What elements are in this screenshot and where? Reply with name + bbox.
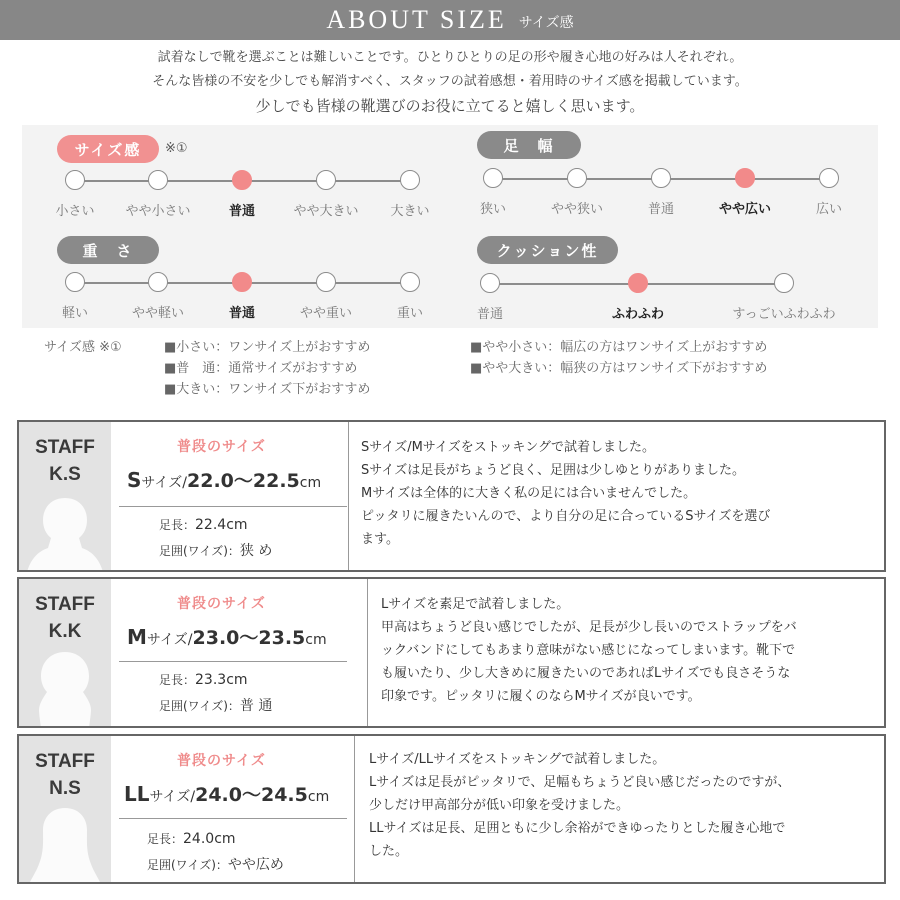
staff-silhouette-icon [25, 802, 105, 882]
weight-scale-point [400, 272, 420, 292]
column-divider [348, 422, 349, 570]
page-title: ABOUT SIZE [326, 5, 507, 34]
staff-badge [19, 579, 111, 726]
measurements: 足長：23.3cm 足囲(ワイズ)：普 通 [159, 672, 273, 714]
usual-size-label: 普段のサイズ [177, 439, 266, 455]
usual-size-label: 普段のサイズ [177, 596, 266, 612]
usual-size-value: LLサイズ/24.0〜24.5cm [124, 782, 330, 806]
divider [119, 506, 347, 507]
legend-item: ■やや小さい：幅広の方はワンサイズ上がおすすめ [470, 340, 768, 355]
staff-silhouette-icon [25, 646, 105, 726]
legend-right [470, 337, 767, 379]
weight-scale-point [316, 272, 336, 292]
size-scale-label: 大きい [390, 204, 430, 219]
weight-scale-label: やや軽い [131, 306, 185, 321]
scale-panel [22, 125, 878, 328]
width-scale-point [483, 168, 503, 188]
staff-label: STAFF [35, 594, 95, 615]
legend-item: ■小さい：ワンサイズ上がおすすめ [164, 340, 371, 355]
divider [119, 661, 347, 662]
size-feel-tag: サイズ感 [57, 135, 159, 163]
size-scale-point [232, 170, 252, 190]
size-scale-point [400, 170, 420, 190]
width-scale-label: 狭い [479, 202, 507, 217]
size-scale-label: やや小さい [125, 204, 191, 219]
staff-badge [19, 422, 111, 570]
cushion-scale-point [774, 273, 794, 293]
weight-scale-label: 普通 [228, 306, 256, 321]
width-scale-label: やや広い [718, 202, 772, 217]
size-scale-point [148, 170, 168, 190]
staff-label: STAFF [35, 751, 95, 772]
legend-item: ■大きい：ワンサイズ下がおすすめ [164, 382, 371, 397]
cushion-scale-point [628, 273, 648, 293]
width-scale-point [735, 168, 755, 188]
staff-comment: Lサイズ/LLサイズをストッキングで試着しました。 Lサイズは足長がピッタリで、足幅もちょうど良い感じだったのですが、 少しだけ甲高部分が低い印象を受けました。 LLサイズは足長、足囲ともに少し余裕ができゆったりとした履き心地で した。 [369, 752, 791, 859]
staff-initials: K.K [48, 621, 82, 642]
weight-scale-label: 重い [396, 306, 424, 321]
cushion-scale-point [480, 273, 500, 293]
width-scale-label: やや狭い [550, 202, 604, 217]
intro-line-1: 試着なしで靴を選ぶことは難しいことです。ひとりひとりの足の形や履き心地の好みは人それぞれ。 [157, 50, 743, 65]
size-feel-note: ※① [165, 141, 188, 156]
intro-line-2: そんな皆様の不安を少しでも解消すべく、スタッフの試着感想・着用時のサイズ感を掲載しています。 [152, 74, 748, 89]
usual-size-label: 普段のサイズ [177, 753, 266, 769]
size-scale-label: 小さい [55, 204, 95, 219]
usual-size-value: Mサイズ/23.0〜23.5cm [127, 625, 327, 649]
weight-scale-label: 軽い [61, 306, 89, 321]
divider [119, 818, 347, 819]
weight-scale-point [65, 272, 85, 292]
measurements: 足長：24.0cm 足囲(ワイズ)：やや広め [147, 831, 284, 873]
staff-label: STAFF [35, 437, 95, 458]
usual-size-value: Sサイズ/22.0〜22.5cm [127, 468, 322, 492]
staff-badge [19, 736, 111, 882]
width-scale-label: 広い [815, 202, 843, 217]
intro-line-3: 少しでも皆様の靴選びのお役に立てると嬉しく思います。 [255, 97, 645, 115]
staff-card-ns [17, 734, 886, 884]
cushion-scale-label: 普通 [476, 307, 504, 322]
staff-comment: Lサイズを素足で試着しました。 甲高はちょうど良い感じでしたが、足長が少し長いのでストラップをバ ックバンドにしてもあまり意味がない感じになってしまいます。靴下で も履いたり、少し大きめに履きたいのであればLサイズでも良さそうな 印象です。ピッタリに履くのならMサイズが良いです。 [381, 597, 797, 704]
page-subtitle: サイズ感 [518, 15, 574, 31]
staff-card-kk [17, 577, 886, 728]
intro-text [0, 46, 900, 118]
size-scale-label: 普通 [228, 204, 256, 219]
width-scale-point [567, 168, 587, 188]
weight-scale-point [148, 272, 168, 292]
weight-tag: 重 さ [57, 236, 159, 264]
weight-scale-point [232, 272, 252, 292]
header-bar [0, 0, 900, 40]
width-scale-label: 普通 [647, 202, 675, 217]
size-scale-point [316, 170, 336, 190]
staff-comment: Sサイズ/Mサイズをストッキングで試着しました。 Sサイズは足長がちょうど良く、足囲は少しゆとりがありました。 Mサイズは全体的に大きく私の足には合いませんでした。 ピッタリに履きたいんので、より自分の足に合っているSサイズを選び ます。 [361, 440, 771, 547]
column-divider [367, 579, 368, 726]
width-scale-point [819, 168, 839, 188]
size-scale-point [65, 170, 85, 190]
cushion-scale-label: ふわふわ [611, 307, 665, 322]
staff-initials: N.S [49, 778, 81, 799]
legend-left [164, 337, 370, 400]
staff-silhouette-icon [25, 490, 105, 570]
foot-width-tag: 足 幅 [477, 131, 581, 159]
measurements: 足長：22.4cm 足囲(ワイズ)：狭 め [159, 517, 273, 559]
cushion-tag: クッション性 [477, 236, 618, 264]
legend-item: ■やや大きい：幅狭の方はワンサイズ下がおすすめ [470, 361, 768, 376]
width-scale-point [651, 168, 671, 188]
cushion-scale-label: すっごいふわふわ [732, 307, 836, 322]
column-divider [354, 736, 355, 882]
size-scale-label: やや大きい [293, 204, 359, 219]
staff-initials: K.S [49, 464, 81, 485]
weight-scale-label: やや重い [299, 306, 353, 321]
legend-title: サイズ感 ※① [44, 340, 122, 355]
legend-item: ■普 通：通常サイズがおすすめ [164, 361, 358, 376]
staff-card-ks [17, 420, 886, 572]
